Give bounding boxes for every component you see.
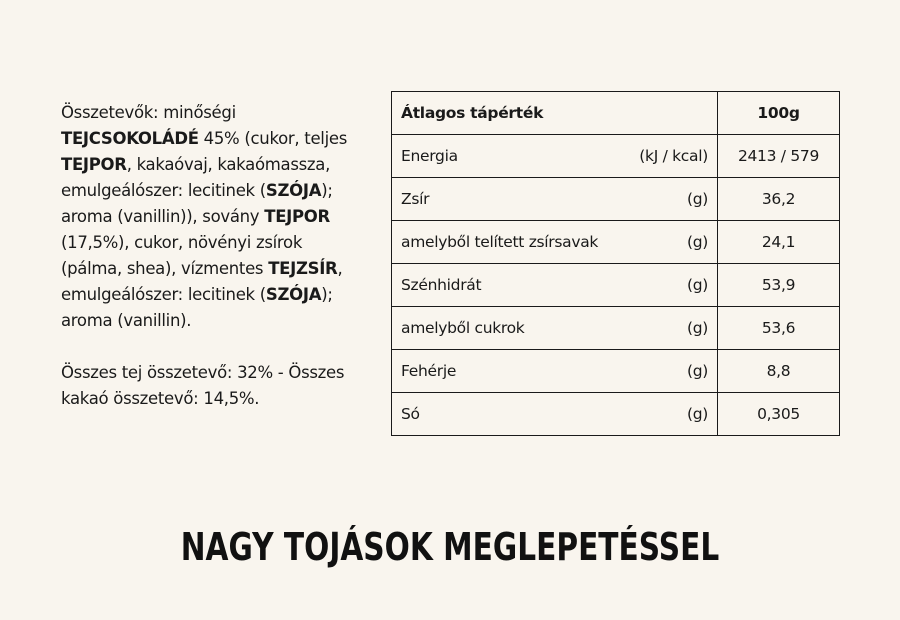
nutrition-header-name: Átlagos tápérték <box>392 92 718 135</box>
headline: NAGY TOJÁSOK MEGLEPETÉSSEL <box>180 525 720 569</box>
table-row <box>392 264 840 307</box>
allergen: TEJPOR <box>61 155 127 174</box>
nutrient-value: 0,305 <box>718 393 840 436</box>
table-row <box>392 135 840 178</box>
table-row <box>392 221 840 264</box>
nutrient-unit: (kJ / kcal) <box>639 147 708 165</box>
nutrient-value: 53,9 <box>718 264 840 307</box>
table-row <box>392 178 840 221</box>
nutrient-value: 24,1 <box>718 221 840 264</box>
nutrient-unit: (g) <box>686 319 708 337</box>
allergen: SZÓJA <box>265 285 322 304</box>
nutrition-table <box>391 91 840 436</box>
table-row <box>392 393 840 436</box>
table-row <box>392 307 840 350</box>
table-row <box>392 350 840 393</box>
nutrient-unit: (g) <box>686 233 708 251</box>
nutrition-header-value: 100g <box>718 92 840 135</box>
nutrient-unit: (g) <box>686 276 708 294</box>
ingredients-text: Összetevők: minőségi TEJCSOKOLÁDÉ 45% (cukor, teljes TEJPOR, kakaóvaj, kakaómassza, emulgeálószer: lecitinek (SZÓJA); aroma (vanillin)), sovány TEJPOR (17,5%), cukor, növényi zsírok (pálma, shea), vízmentes TEJZSÍR, emulgeálószer: lecitinek (SZÓJA); aroma (vanillin). <box>61 103 348 330</box>
nutrient-name: Zsír <box>401 190 430 208</box>
nutrient-name: amelyből cukrok <box>401 319 525 337</box>
allergen: SZÓJA <box>265 181 322 200</box>
ingredients-totals: Összes tej összetevő: 32% - Összes kakaó összetevő: 14,5%. <box>61 363 345 408</box>
allergen: TEJCSOKOLÁDÉ <box>61 129 199 148</box>
nutrient-unit: (g) <box>686 190 708 208</box>
ingredients-block <box>61 100 361 412</box>
nutrient-name: Fehérje <box>401 362 457 380</box>
nutrient-value: 36,2 <box>718 178 840 221</box>
nutrient-value: 2413 / 579 <box>718 135 840 178</box>
nutrient-name: Szénhidrát <box>401 276 482 294</box>
nutrition-header-row <box>392 92 840 135</box>
allergen: TEJPOR <box>264 207 330 226</box>
nutrient-unit: (g) <box>686 405 708 423</box>
nutrient-unit: (g) <box>686 362 708 380</box>
allergen: TEJZSÍR <box>268 259 338 278</box>
nutrient-name: Só <box>401 405 420 423</box>
nutrient-name: Energia <box>401 147 458 165</box>
nutrient-name: amelyből telített zsírsavak <box>401 233 599 251</box>
nutrient-value: 8,8 <box>718 350 840 393</box>
nutrient-value: 53,6 <box>718 307 840 350</box>
